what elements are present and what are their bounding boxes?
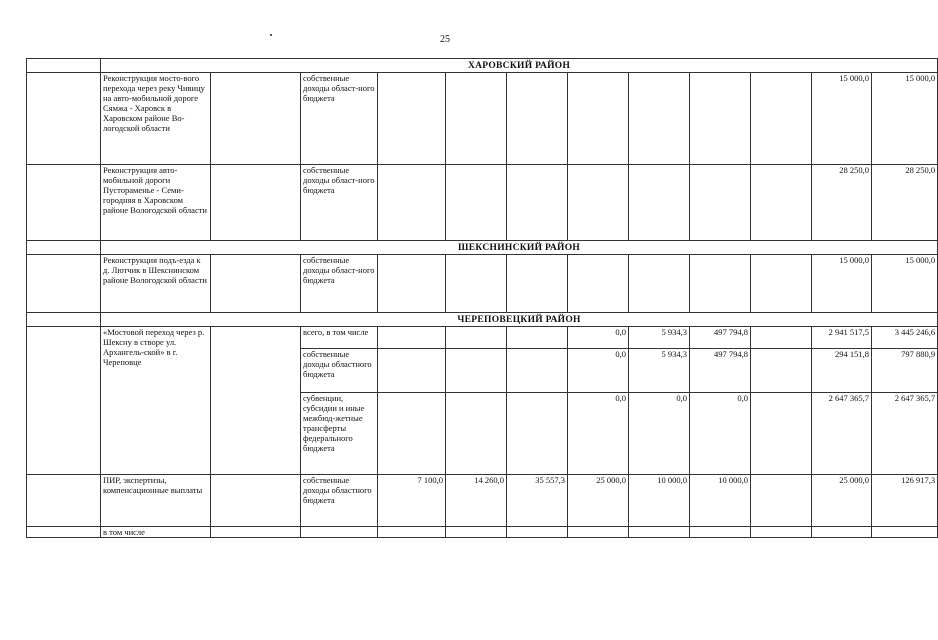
empty-cell — [378, 393, 446, 475]
empty-cell — [629, 165, 690, 241]
value-cell: 10 000,0 — [690, 475, 751, 527]
empty-cell — [446, 255, 507, 313]
district-name: ШЕКСНИНСКИЙ РАЙОН — [101, 241, 938, 255]
value-cell: 5 934,3 — [629, 327, 690, 349]
district-row-sheksninsky — [27, 241, 938, 255]
funding-source: субвенции, субсидии и иные межбюд-жетные трансферты федерального бюджета — [301, 393, 378, 475]
empty-cell — [211, 475, 301, 527]
empty-cell — [27, 527, 101, 538]
empty-cell — [507, 165, 568, 241]
empty-cell — [690, 527, 751, 538]
value-cell: 14 260,0 — [446, 475, 507, 527]
project-description: Реконструкция мосто-вого перехода через реку Чивицу на авто-мобильной дороге Сямжа - Харовск в Харовском районе Во-логодской области — [101, 73, 211, 165]
value-cell: 2 941 517,5 — [812, 327, 872, 349]
budget-table — [26, 58, 938, 538]
value-cell: 0,0 — [568, 349, 629, 393]
empty-cell — [812, 527, 872, 538]
empty-cell — [211, 73, 301, 165]
project-description: Реконструкция подъ-езда к д. Лютчик в Шекснинском районе Вологодской области — [101, 255, 211, 313]
value-cell: 5 934,3 — [629, 349, 690, 393]
empty-cell — [446, 393, 507, 475]
empty-cell — [211, 255, 301, 313]
empty-cell — [629, 527, 690, 538]
funding-source: собственные доходы областного бюджета — [301, 349, 378, 393]
table-row — [27, 255, 938, 313]
empty-cell — [751, 527, 812, 538]
empty-cell — [378, 255, 446, 313]
empty-cell — [872, 527, 938, 538]
empty-cell — [568, 255, 629, 313]
empty-cell — [568, 527, 629, 538]
empty-cell — [446, 527, 507, 538]
empty-cell — [27, 73, 101, 165]
empty-cell — [568, 73, 629, 165]
page-number: 25 — [440, 34, 450, 45]
total-cell: 15 000,0 — [872, 73, 938, 165]
project-description: Реконструкция авто-мобильной дороги Пустораменье - Семи-городняя в Харовском районе Вологодской области — [101, 165, 211, 241]
value-cell: 35 557,3 — [507, 475, 568, 527]
empty-cell — [751, 255, 812, 313]
district-name: ХАРОВСКИЙ РАЙОН — [101, 59, 938, 73]
project-description: ПИР, экспертизы, компенсационные выплаты — [101, 475, 211, 527]
value-cell: 25 000,0 — [812, 475, 872, 527]
value-cell: 497 794,8 — [690, 349, 751, 393]
funding-source: собственные доходы областного бюджета — [301, 475, 378, 527]
project-description: в том числе — [101, 527, 211, 538]
value-cell: 2 647 365,7 — [812, 393, 872, 475]
total-cell: 2 647 365,7 — [872, 393, 938, 475]
empty-cell — [446, 327, 507, 349]
empty-cell — [751, 73, 812, 165]
value-cell: 15 000,0 — [812, 255, 872, 313]
empty-cell — [751, 349, 812, 393]
empty-cell — [507, 527, 568, 538]
table-row — [27, 327, 938, 349]
empty-cell — [751, 165, 812, 241]
empty-cell — [751, 393, 812, 475]
district-left-cell — [27, 59, 101, 73]
district-row-kharovsky — [27, 59, 938, 73]
empty-cell — [507, 255, 568, 313]
empty-cell — [211, 527, 301, 538]
empty-cell — [690, 165, 751, 241]
table-row — [27, 73, 938, 165]
empty-cell — [378, 349, 446, 393]
empty-cell — [27, 255, 101, 313]
funding-source: всего, в том числе — [301, 327, 378, 349]
table-row — [27, 475, 938, 527]
empty-cell — [378, 73, 446, 165]
empty-cell — [507, 327, 568, 349]
empty-cell — [629, 73, 690, 165]
empty-cell — [507, 73, 568, 165]
empty-cell — [378, 527, 446, 538]
value-cell: 25 000,0 — [568, 475, 629, 527]
empty-cell — [27, 475, 101, 527]
funding-source: собственные доходы област-ного бюджета — [301, 255, 378, 313]
empty-cell — [446, 165, 507, 241]
empty-cell — [446, 73, 507, 165]
value-cell: 294 151,8 — [812, 349, 872, 393]
empty-cell — [378, 165, 446, 241]
empty-cell — [27, 327, 101, 475]
empty-cell — [690, 255, 751, 313]
total-cell: 3 445 246,6 — [872, 327, 938, 349]
empty-cell — [211, 165, 301, 241]
project-description: «Мостовой переход через р. Шексну в створе ул. Архангель-ской» в г. Череповце — [101, 327, 211, 475]
total-cell: 126 917,3 — [872, 475, 938, 527]
empty-cell — [446, 349, 507, 393]
empty-cell — [27, 165, 101, 241]
empty-cell — [507, 393, 568, 475]
total-cell: 28 250,0 — [872, 165, 938, 241]
empty-cell — [690, 73, 751, 165]
value-cell: 497 794,8 — [690, 327, 751, 349]
empty-cell — [378, 327, 446, 349]
district-left-cell — [27, 241, 101, 255]
empty-cell — [751, 475, 812, 527]
value-cell: 28 250,0 — [812, 165, 872, 241]
empty-cell — [301, 527, 378, 538]
table-row — [27, 165, 938, 241]
value-cell: 15 000,0 — [812, 73, 872, 165]
value-cell: 0,0 — [568, 327, 629, 349]
empty-cell — [751, 327, 812, 349]
value-cell: 7 100,0 — [378, 475, 446, 527]
empty-cell — [629, 255, 690, 313]
value-cell: 0,0 — [629, 393, 690, 475]
funding-source: собственные доходы област-ного бюджета — [301, 73, 378, 165]
total-cell: 15 000,0 — [872, 255, 938, 313]
empty-cell — [507, 349, 568, 393]
table-row — [27, 527, 938, 538]
scan-speck — [270, 34, 272, 36]
value-cell: 0,0 — [568, 393, 629, 475]
value-cell: 0,0 — [690, 393, 751, 475]
value-cell: 10 000,0 — [629, 475, 690, 527]
total-cell: 797 880,9 — [872, 349, 938, 393]
empty-cell — [568, 165, 629, 241]
empty-cell — [211, 327, 301, 475]
district-row-cherepovetsky — [27, 313, 938, 327]
district-left-cell — [27, 313, 101, 327]
district-name: ЧЕРЕПОВЕЦКИЙ РАЙОН — [101, 313, 938, 327]
funding-source: собственные доходы област-ного бюджета — [301, 165, 378, 241]
